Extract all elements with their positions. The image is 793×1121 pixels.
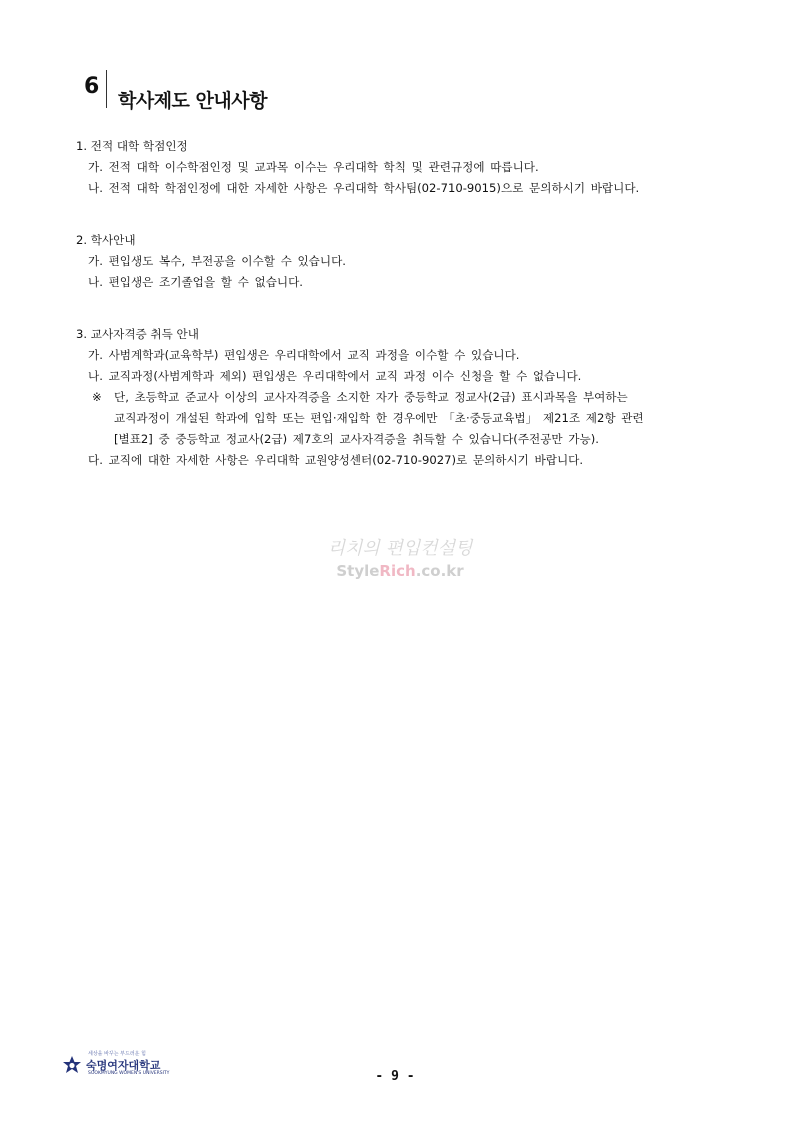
logo-name: 숙명여자대학교 (86, 1059, 161, 1072)
section-number: 6 (84, 74, 100, 99)
list-item: 가. 전적 대학 이수학점인정 및 교과목 이수는 우리대학 학칙 및 관련규정에 따릅니다. (88, 160, 539, 174)
section-heading: 2. 학사안내 (76, 233, 136, 247)
watermark-url (320, 562, 480, 580)
list-item: 가. 편입생도 복수, 부전공을 이수할 수 있습니다. (88, 254, 346, 268)
watermark-url-rich: Rich (379, 562, 416, 580)
list-item: 나. 교직과정(사범계학과 제외) 편입생은 우리대학에서 교직 과정 이수 신청을 할 수 없습니다. (88, 369, 582, 383)
watermark-url-domain: .co.kr (415, 562, 464, 580)
note-line: 교직과정이 개설된 학과에 입학 또는 편입·재입학 한 경우에만 「초·중등교육법」 제21조 제2항 관련 (114, 411, 644, 425)
list-item: 나. 편입생은 조기졸업을 할 수 없습니다. (88, 275, 303, 289)
list-item: 나. 전적 대학 학점인정에 대한 자세한 사항은 우리대학 학사팀(02-710-9015)으로 문의하시기 바랍니다. (88, 181, 640, 195)
list-item: 가. 사범계학과(교육학부) 편입생은 우리대학에서 교직 과정을 이수할 수 있습니다. (88, 348, 520, 362)
university-logo (62, 1050, 182, 1084)
list-item: 다. 교직에 대한 자세한 사항은 우리대학 교원양성센터(02-710-9027)로 문의하시기 바랍니다. (88, 453, 584, 467)
page-number: - 9 - (375, 1069, 415, 1084)
watermark-title: 리치의 편입컨설팅 (327, 538, 473, 559)
note-line: [별표2] 중 중등학교 정교사(2급) 제7호의 교사자격증을 취득할 수 있습니다(주전공만 가능). (114, 432, 599, 446)
note-item (76, 387, 736, 408)
document-body (76, 136, 736, 502)
section-transfer-credit (76, 136, 736, 199)
star-emblem-icon (62, 1056, 82, 1076)
section-teacher-certificate (76, 324, 736, 471)
section-divider (106, 70, 107, 108)
section-title: 학사제도 안내사항 (118, 90, 267, 112)
note-line: 단, 초등학교 준교사 이상의 교사자격증을 소지한 자가 중등학교 정교사(2급) 표시과목을 부여하는 (114, 390, 628, 404)
note-mark: ※ (92, 390, 102, 404)
watermark (320, 534, 480, 580)
logo-tagline: 세상을 바꾸는 부드러운 힘 (88, 1051, 146, 1057)
watermark-url-style: Style (336, 562, 380, 580)
section-academic-info (76, 230, 736, 293)
section-heading: 3. 교사자격증 취득 안내 (76, 327, 199, 341)
logo-english: SOOKMYUNG WOMEN'S UNIVERSITY (88, 1071, 170, 1076)
section-heading: 1. 전적 대학 학점인정 (76, 139, 188, 153)
